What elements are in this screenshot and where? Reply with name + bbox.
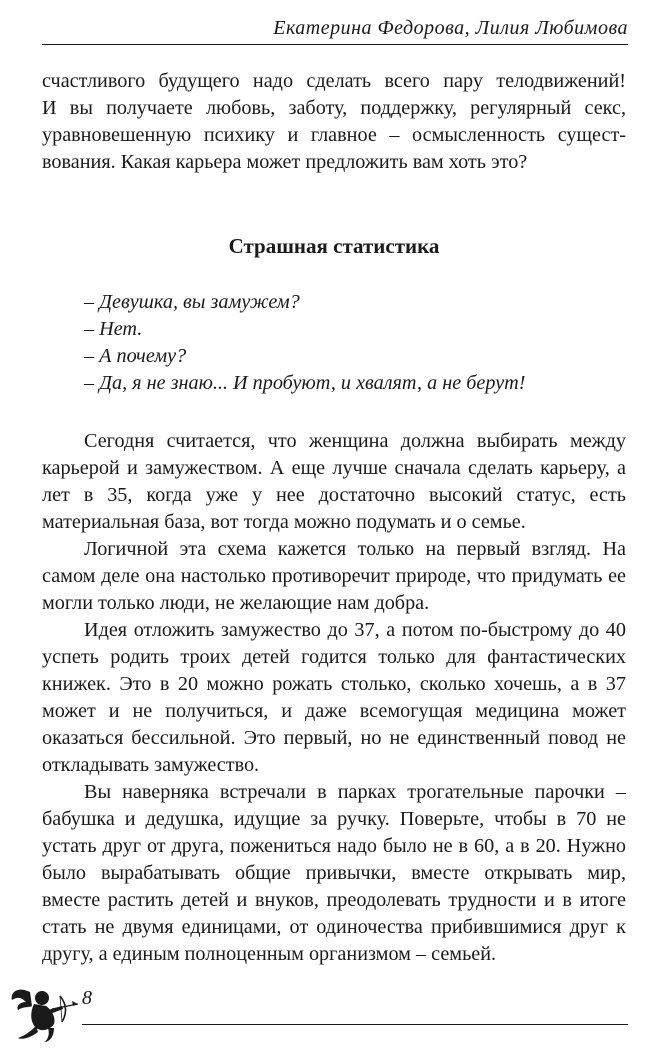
- dialogue-line: – Девушка, вы замужем?: [84, 291, 300, 313]
- lead-paragraph: [42, 68, 626, 176]
- body-text: [42, 428, 626, 968]
- paragraph: Сегодня считается, что женщина должна выбирать между карьерой и замужеством. А еще лучше сначала сделать карьеру, а лет в 35, когда уже у нее достаточно высокий статус, есть материальная база, вот тогда можно подумать и о семье.: [42, 430, 626, 533]
- dialogue-line: – Нет.: [84, 318, 143, 340]
- lead-line: уравновешенную психику и главное – осмысленность сущест-: [42, 124, 626, 146]
- footer-rule: [82, 1024, 628, 1025]
- paragraph: Вы наверняка встречали в парках трогательные парочки – бабушка и дедушка, идущие за ручку. Поверьте, чтобы в 70 не устать друг от друга, пожениться надо было не в 60, а в 20. Нужно было вырабатывать общие привычки, вместе открывать мир, вместе растить детей и внуков, преодолевать трудности и в итоге стать не двумя единицами, от одиночества прибившимися друг к другу, а единым полноценным организмом – семьей.: [42, 781, 626, 965]
- page-number: 8: [82, 987, 92, 1009]
- paragraph: Логичной эта схема кажется только на первый взгляд. На самом деле она настолько противоречит природе, что придумать ее могли только люди, не желающие нам добра.: [42, 538, 626, 614]
- page-footer: [0, 980, 668, 1050]
- running-head: Екатерина Федорова, Лилия Любимова: [273, 17, 628, 39]
- lead-line: И вы получаете любовь, заботу, поддержку, регулярный секс,: [42, 97, 626, 119]
- dialogue-line: – Да, я не знаю... И пробуют, и хвалят, а не берут!: [84, 372, 526, 394]
- dialogue-line: – А почему?: [84, 345, 187, 367]
- section-title: Страшная статистика: [228, 234, 440, 258]
- lead-line: вования. Какая карьера может предложить вам хоть это?: [42, 151, 528, 173]
- paragraph: Идея отложить замужество до 37, а потом по-быстрому до 40 успеть родить троих детей годится только для фантастических книжек. Это в 20 можно рожать столько, сколько хочешь, а в 37 может и не получиться, и даже всемогущая медицина может оказаться бессильной. Это первый, но не единственный повод не откладывать замужество.: [42, 619, 626, 776]
- dialogue: [84, 289, 525, 397]
- cupid-icon: [8, 982, 80, 1044]
- header-rule: [42, 44, 628, 45]
- lead-line: счастливого будущего надо сделать всего пару телодвижений!: [42, 70, 626, 92]
